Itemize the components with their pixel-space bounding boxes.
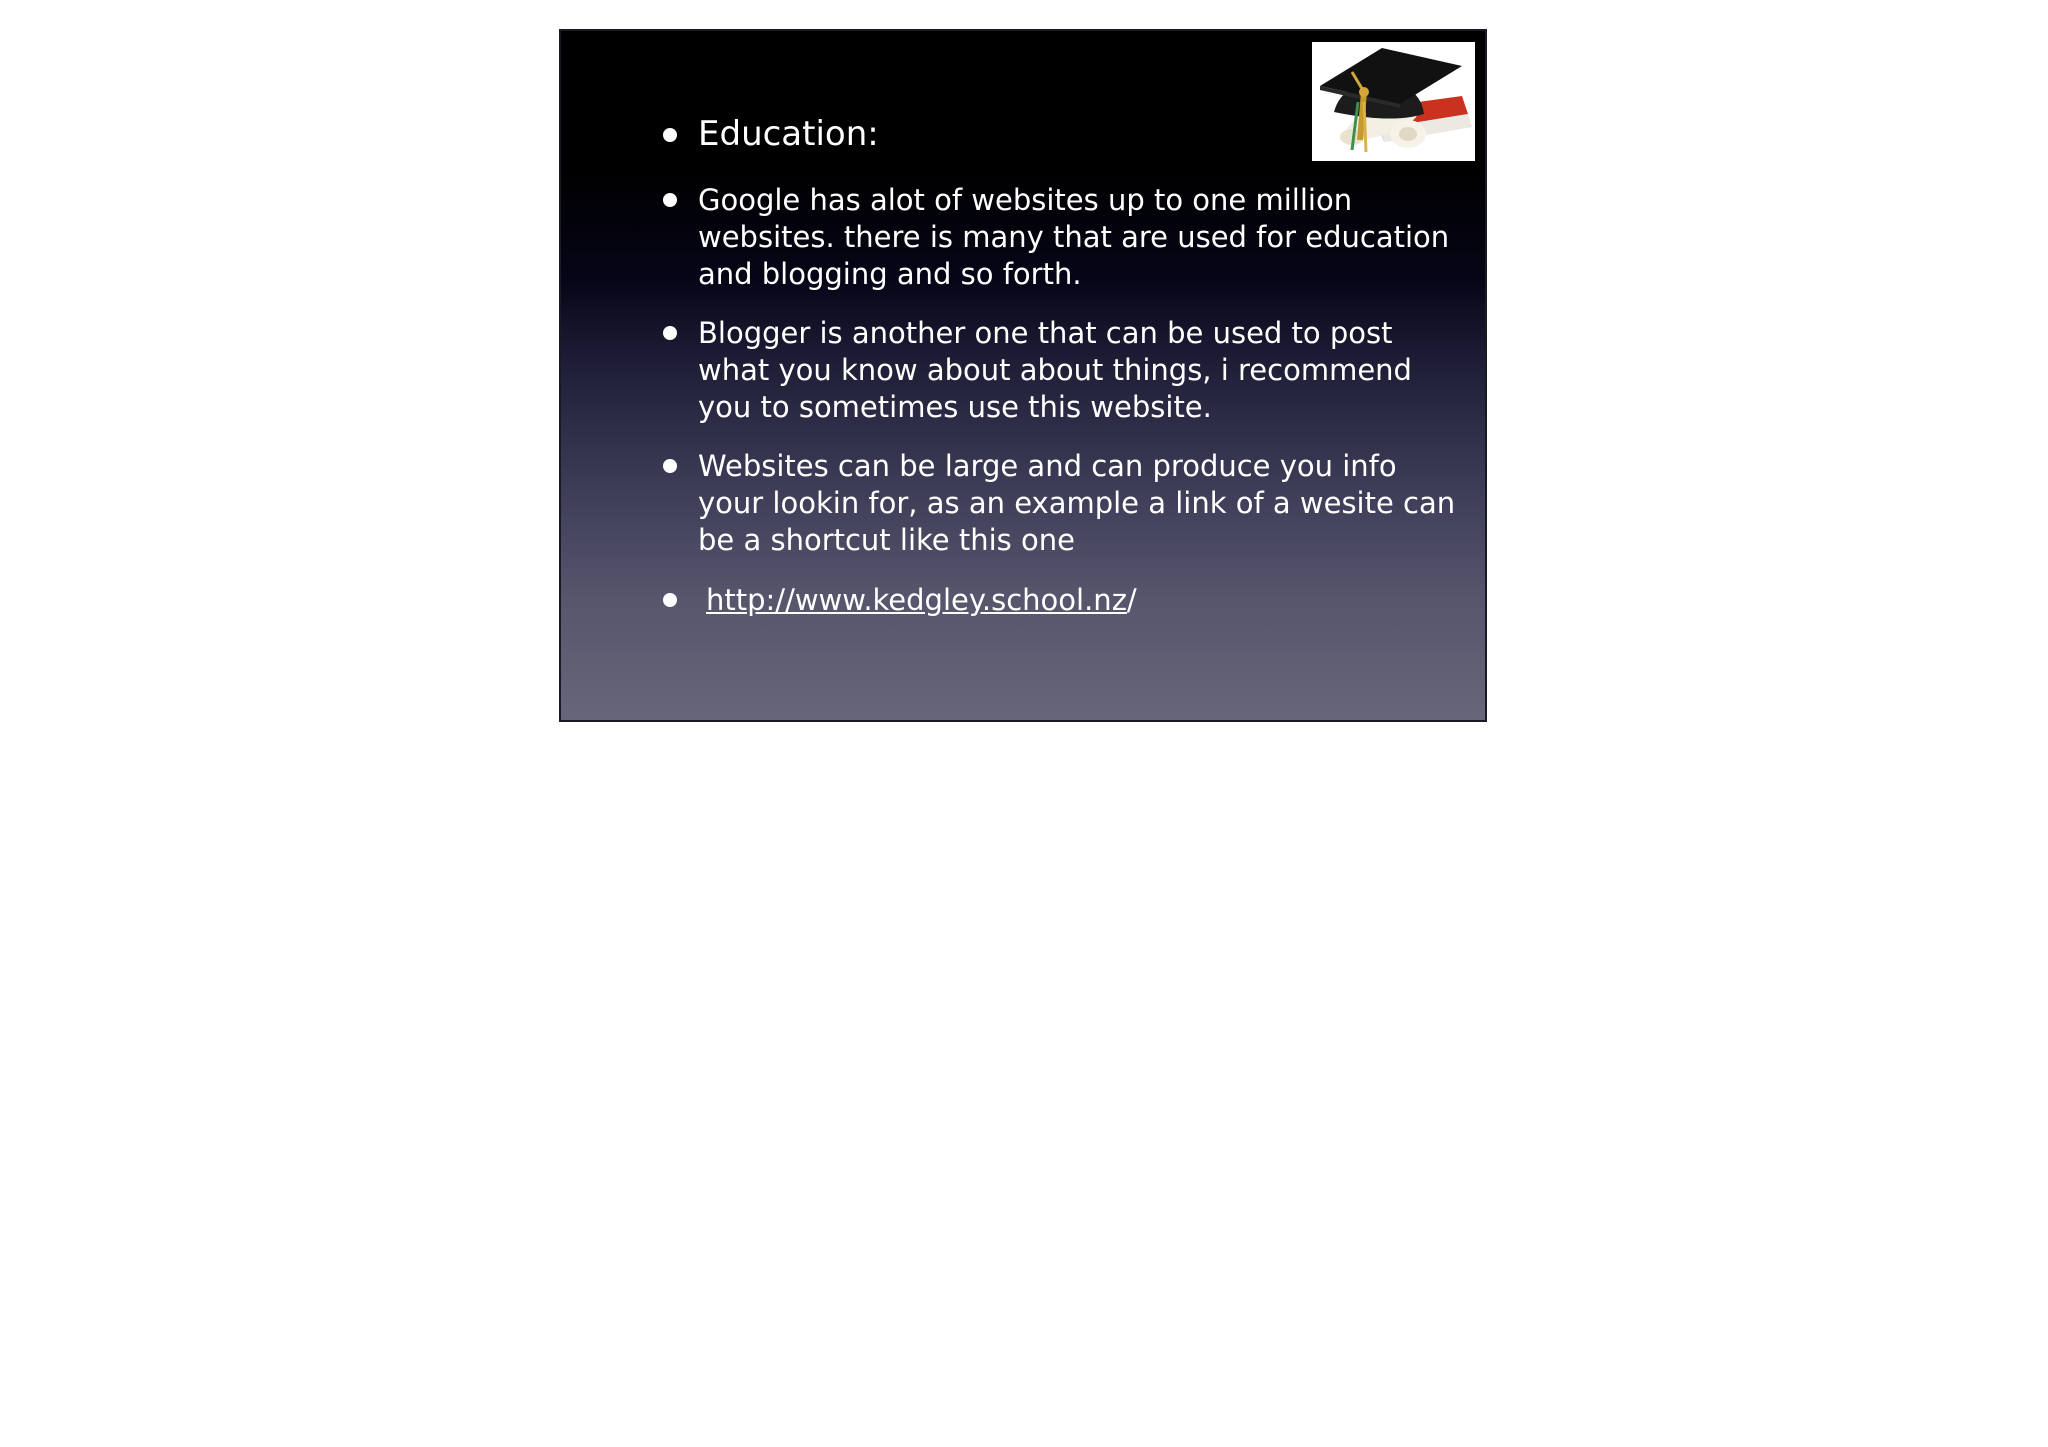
bullet-item <box>659 315 1479 426</box>
bullet-item <box>659 448 1479 559</box>
bullet-dot-icon <box>663 326 677 340</box>
bullet-dot-icon <box>663 128 677 142</box>
bullet-dot-icon <box>663 459 677 473</box>
bullet-title <box>659 114 1479 154</box>
bullet-item <box>659 182 1479 293</box>
bullet-dot-icon <box>663 193 677 207</box>
bullet-link-item <box>659 582 1479 619</box>
bullet-dot-icon <box>663 593 677 607</box>
school-website-link[interactable]: http://www.kedgley.school.nz <box>706 583 1127 617</box>
bullet-link-line <box>698 582 1468 619</box>
bullet-text: Websites can be large and can produce you info your lookin for, as an example a link of a wesite can be a shortcut like this one <box>698 449 1456 557</box>
link-trailing-slash: / <box>1126 583 1137 617</box>
presentation-slide <box>559 29 1487 722</box>
bullet-text: Blogger is another one that can be used to post what you know about about things, i recommend you to sometimes use this website. <box>698 316 1412 424</box>
slide-title: Education: <box>698 114 879 154</box>
bullet-text: Google has alot of websites up to one million websites. there is many that are used for education and blogging and so forth. <box>698 183 1450 291</box>
